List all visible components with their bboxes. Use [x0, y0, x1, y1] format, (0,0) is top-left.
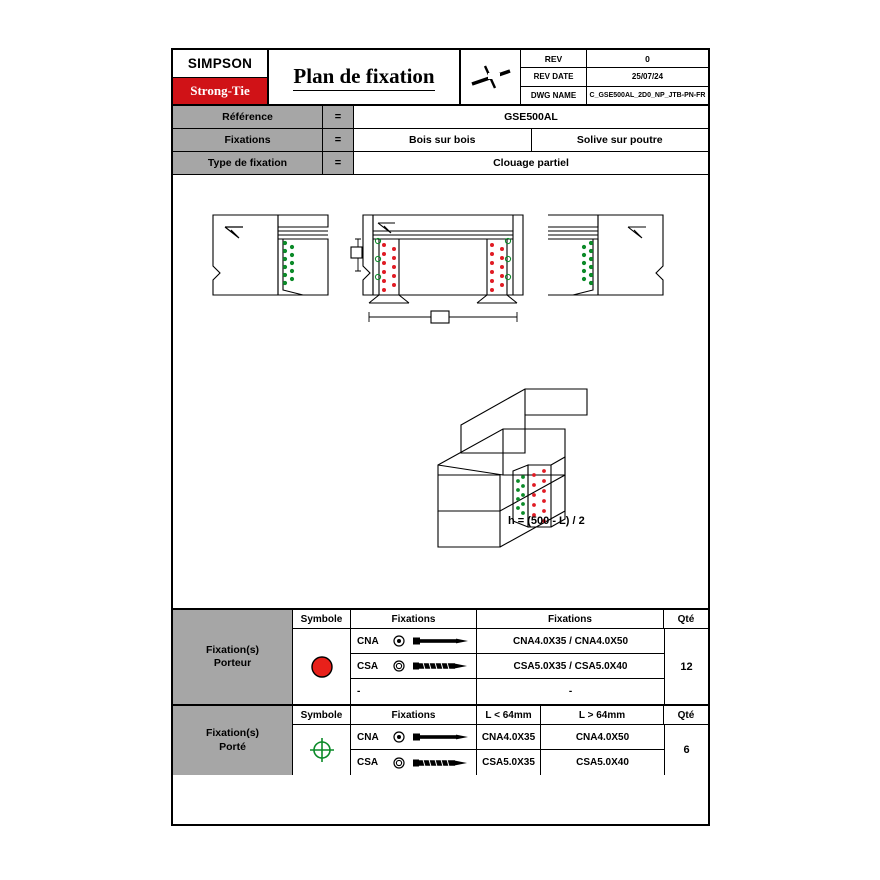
title-block [173, 50, 708, 106]
legend-body [293, 706, 708, 775]
right-view-fastener-dots [582, 241, 593, 285]
green-crosshair-circle-icon [293, 725, 351, 775]
info-value-fixations-2: Solive sur poutre [576, 134, 663, 146]
info-equals: = [323, 129, 354, 151]
legend-body [293, 610, 708, 704]
red-filled-circle-icon [293, 629, 351, 704]
logo-text-strongtie: Strong-Tie [173, 78, 267, 105]
logo-text-simpson: SIMPSON [173, 50, 267, 78]
company-logo [173, 50, 269, 104]
legend-title-line1: Fixation(s) [205, 727, 260, 740]
dwg-name-row [521, 87, 708, 104]
table-row [351, 679, 664, 704]
legend-title-line1: Fixation(s) [205, 643, 260, 656]
rev-date-label: REV DATE [521, 68, 587, 85]
fixation-name: CNA [357, 635, 379, 647]
info-label: Fixations [173, 129, 323, 151]
info-row-type [173, 152, 708, 175]
fixation-name: CNA [357, 731, 379, 743]
rev-label: REV [521, 50, 587, 67]
height-formula: h = (500 - L) / 2 [508, 515, 585, 527]
fixation-name: - [357, 686, 361, 697]
info-label: Type de fixation [173, 152, 323, 174]
legend-table-porte [173, 706, 708, 775]
page-title [269, 50, 461, 104]
rev-value: 0 [645, 53, 650, 64]
info-label: Référence [173, 106, 323, 128]
small-circle-icon [393, 660, 405, 672]
drawing-svg [173, 175, 708, 608]
legend-header-qte: Qté [677, 709, 695, 721]
fixation-cell [351, 654, 477, 678]
small-circle-icon [393, 731, 405, 743]
rev-date-row [521, 68, 708, 86]
legend-table-porteur [173, 610, 708, 706]
legend-title-line2: Porté [219, 740, 246, 753]
center-front-view [351, 215, 523, 323]
fixation-cell [351, 725, 477, 749]
legend-header-l-under: L < 64mm [477, 706, 541, 724]
fixation-value-l-over: CSA5.0X40 [576, 757, 629, 768]
legend-header-row [293, 610, 708, 629]
dwg-name-value: C_GSE500AL_2D0_NP_JTB-PN-FR [589, 91, 706, 99]
nail-icon [411, 635, 469, 647]
table-row [351, 629, 664, 654]
legend-main-rows [351, 725, 664, 775]
info-equals: = [323, 152, 354, 174]
info-row-reference [173, 106, 708, 129]
legend-header-l-over: L > 64mm [541, 706, 664, 724]
fixation-cell [351, 679, 477, 704]
fixation-value: CNA4.0X35 / CNA4.0X50 [512, 635, 629, 647]
legend-title-porte [173, 706, 293, 775]
fixation-value: CSA5.0X35 / CSA5.0X40 [513, 660, 628, 672]
fixation-name: CSA [357, 757, 379, 768]
table-row [351, 654, 664, 679]
screw-icon [411, 660, 469, 672]
info-value-reference: GSE500AL [504, 111, 558, 123]
legend-header-symbole: Symbole [293, 706, 351, 724]
rev-date-value: 25/07/24 [631, 72, 664, 82]
legend-header-fixations-2: Fixations [477, 610, 664, 628]
table-row [351, 750, 664, 775]
small-circle-icon [393, 757, 405, 769]
fixation-value-l-over: CNA4.0X50 [575, 731, 630, 743]
fixation-value-l-under: CSA5.0X35 [477, 750, 541, 775]
left-view-fastener-dots [283, 241, 294, 285]
right-elevation-view [548, 215, 663, 295]
qte-value-porteur: 12 [664, 629, 708, 704]
dwg-name-label: DWG NAME [521, 87, 587, 104]
legend-rows [293, 629, 708, 704]
revision-block [521, 50, 708, 104]
legend-header-symbole: Symbole [293, 610, 351, 628]
qte-value-porte: 6 [664, 725, 708, 775]
technical-drawing-area [173, 175, 708, 610]
fixation-value: - [568, 686, 573, 697]
legend-header-fixations: Fixations [351, 706, 477, 724]
legend-title-porteur [173, 610, 293, 704]
legend-main-rows [351, 629, 664, 704]
center-view-red-dots [382, 243, 504, 292]
legend-title-line2: Porteur [213, 657, 252, 669]
fixation-value-l-under: CNA4.0X35 [477, 725, 541, 749]
isometric-green-dots [516, 475, 525, 515]
page-title-text: Plan de fixation [293, 64, 434, 91]
drawing-sheet [171, 48, 710, 826]
left-elevation-view [213, 215, 328, 295]
legend-header-fixations-1: Fixations [351, 610, 477, 628]
info-equals: = [323, 106, 354, 128]
nail-icon [411, 731, 469, 743]
info-value-fixations-1: Bois sur bois [354, 129, 532, 151]
screw-icon [411, 757, 469, 769]
legend-rows [293, 725, 708, 775]
table-row [351, 725, 664, 750]
small-circle-icon [393, 635, 405, 647]
fixation-cell [351, 750, 477, 775]
fastening-symbol-icon [461, 50, 521, 104]
legend-header-qte: Qté [677, 613, 695, 625]
fixation-cell [351, 629, 477, 653]
fixation-name: CSA [357, 660, 379, 672]
rev-row [521, 50, 708, 68]
legend-header-row [293, 706, 708, 725]
info-value-type: Clouage partiel [493, 157, 569, 169]
info-row-fixations [173, 129, 708, 152]
